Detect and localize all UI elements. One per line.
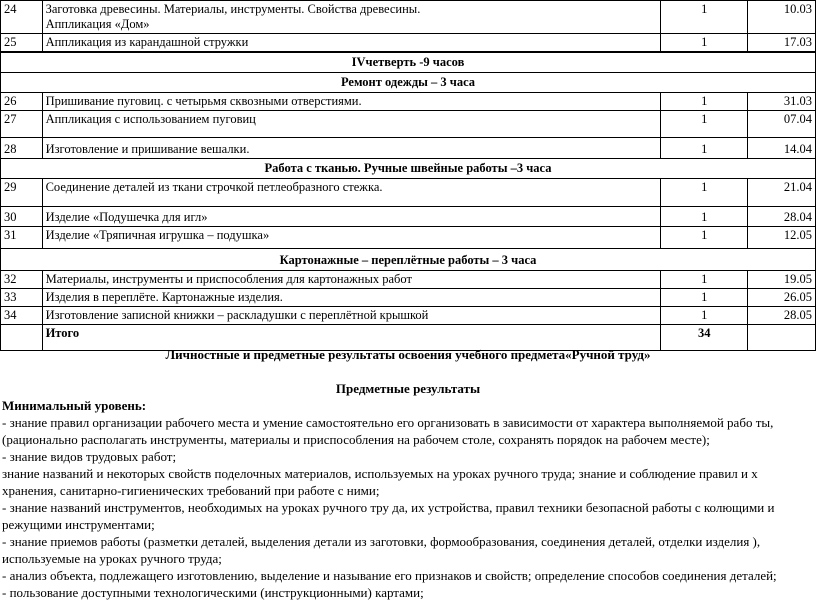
quarter-heading-row bbox=[1, 52, 816, 73]
date-cell: 26.05 bbox=[748, 289, 816, 307]
lesson-title: Изготовление записной книжки – раскладушки с переплётной крышкой bbox=[42, 307, 661, 325]
total-hours: 34 bbox=[661, 325, 748, 351]
section-heading-carton: Картонажные – переплётные работы – 3 часа bbox=[1, 249, 816, 271]
total-label: Итого bbox=[42, 325, 661, 351]
hours-cell: 1 bbox=[661, 307, 748, 325]
date-cell: 07.04 bbox=[748, 111, 816, 138]
table-row bbox=[1, 179, 816, 207]
date-cell: 14.04 bbox=[748, 138, 816, 159]
table-row bbox=[1, 307, 816, 325]
text-line: используемые на уроках ручного труда; bbox=[2, 551, 222, 566]
document-body bbox=[0, 346, 816, 601]
date-cell: 31.03 bbox=[748, 93, 816, 111]
date-cell: 21.04 bbox=[748, 179, 816, 207]
blank-line bbox=[0, 363, 816, 380]
row-number: 26 bbox=[1, 93, 43, 111]
hours-cell: 1 bbox=[661, 111, 748, 138]
hours-cell: 1 bbox=[661, 271, 748, 289]
text-line: хранения, санитарно-гигиенических требований при работе с ними; bbox=[2, 483, 380, 498]
lesson-title: Пришивание пуговиц. с четырьмя сквозными отверстиями. bbox=[42, 93, 661, 111]
table-row bbox=[1, 271, 816, 289]
table-row bbox=[1, 34, 816, 53]
text-line: режущими инструментами; bbox=[2, 517, 155, 532]
hours-cell: 1 bbox=[661, 1, 748, 34]
quarter-heading: IVчетверть -9 часов bbox=[1, 52, 816, 73]
row-number: 34 bbox=[1, 307, 43, 325]
table-row bbox=[1, 93, 816, 111]
section-row bbox=[1, 249, 816, 271]
row-number: 25 bbox=[1, 34, 43, 53]
lesson-title: Аппликация с использованием пуговиц bbox=[42, 111, 661, 138]
text-line: (рационально располагать инструменты, материалы и приспособления на рабочем столе, сохранять порядок на рабочем месте); bbox=[2, 432, 710, 447]
lesson-title-line2: Аппликация «Дом» bbox=[45, 17, 150, 31]
row-number: 31 bbox=[1, 227, 43, 249]
table-row bbox=[1, 111, 816, 138]
lesson-title: Изготовление и пришивание вешалки. bbox=[42, 138, 661, 159]
row-number: 33 bbox=[1, 289, 43, 307]
section-heading-repair: Ремонт одежды – 3 часа bbox=[1, 73, 816, 93]
hours-cell: 1 bbox=[661, 207, 748, 227]
hours-cell: 1 bbox=[661, 227, 748, 249]
section-row bbox=[1, 159, 816, 179]
hours-cell: 1 bbox=[661, 93, 748, 111]
text-line: - знание видов трудовых работ; bbox=[2, 449, 177, 464]
hours-cell: 1 bbox=[661, 289, 748, 307]
text-line: - знание приемов работы (разметки деталей, выделения детали из заготовки, формообразования, соединения деталей, отделки изделия ), bbox=[2, 534, 761, 549]
row-number: 24 bbox=[1, 1, 43, 34]
lesson-title: Изделие «Подушечка для игл» bbox=[42, 207, 661, 227]
table-row bbox=[1, 207, 816, 227]
lesson-title: Материалы, инструменты и приспособления для картонажных работ bbox=[42, 271, 661, 289]
results-title: Личностные и предметные результаты освоения учебного предмета«Ручной труд» bbox=[165, 347, 651, 362]
date-cell: 28.04 bbox=[748, 207, 816, 227]
hours-cell: 1 bbox=[661, 179, 748, 207]
hours-cell: 1 bbox=[661, 138, 748, 159]
section-heading-fabric: Работа с тканью. Ручные швейные работы –3 часа bbox=[1, 159, 816, 179]
table-row bbox=[1, 227, 816, 249]
table-row bbox=[1, 289, 816, 307]
table-row bbox=[1, 138, 816, 159]
text-line: знание названий и некоторых свойств поделочных материалов, используемых на уроках ручного труда; знание и соблюдение правил и х bbox=[2, 466, 758, 481]
row-number: 30 bbox=[1, 207, 43, 227]
lesson-title: Изделия в переплёте. Картонажные изделия. bbox=[42, 289, 661, 307]
lesson-title: Изделие «Тряпичная игрушка – подушка» bbox=[42, 227, 661, 249]
text-line: - знание названий инструментов, необходимых на уроках ручного тру да, их устройства, правил техники безопасной работы с колющими и bbox=[2, 500, 775, 515]
subject-results-heading: Предметные результаты bbox=[335, 381, 481, 396]
section-row bbox=[1, 73, 816, 93]
date-cell: 17.03 bbox=[748, 34, 816, 53]
date-cell: 12.05 bbox=[748, 227, 816, 249]
minimum-level-label: Минимальный уровень: bbox=[2, 398, 147, 413]
row-number: 28 bbox=[1, 138, 43, 159]
text-line: - пользование доступными технологическими (инструкционными) картами; bbox=[2, 585, 424, 600]
text-line: - знание правил организации рабочего места и умение самостоятельно его организовать в зависимости от характера выполняемой рабо ты, bbox=[2, 415, 774, 430]
hours-cell: 1 bbox=[661, 34, 748, 53]
row-number: 32 bbox=[1, 271, 43, 289]
date-cell: 28.05 bbox=[748, 307, 816, 325]
text-line: - анализ объекта, подлежащего изготовлению, выделение и называние его признаков и свойств; определение способов соединения деталей; bbox=[2, 568, 777, 583]
row-number: 29 bbox=[1, 179, 43, 207]
date-cell: 10.03 bbox=[748, 1, 816, 34]
row-number: 27 bbox=[1, 111, 43, 138]
lesson-title: Соединение деталей из ткани строчкой петлеобразного стежка. bbox=[42, 179, 661, 207]
lesson-title-line1: Заготовка древесины. Материалы, инструменты. Свойства древесины. bbox=[45, 2, 421, 16]
lesson-title bbox=[42, 1, 661, 34]
lesson-title: Аппликация из карандашной стружки bbox=[42, 34, 661, 53]
date-cell: 19.05 bbox=[748, 271, 816, 289]
table-row bbox=[1, 1, 816, 34]
